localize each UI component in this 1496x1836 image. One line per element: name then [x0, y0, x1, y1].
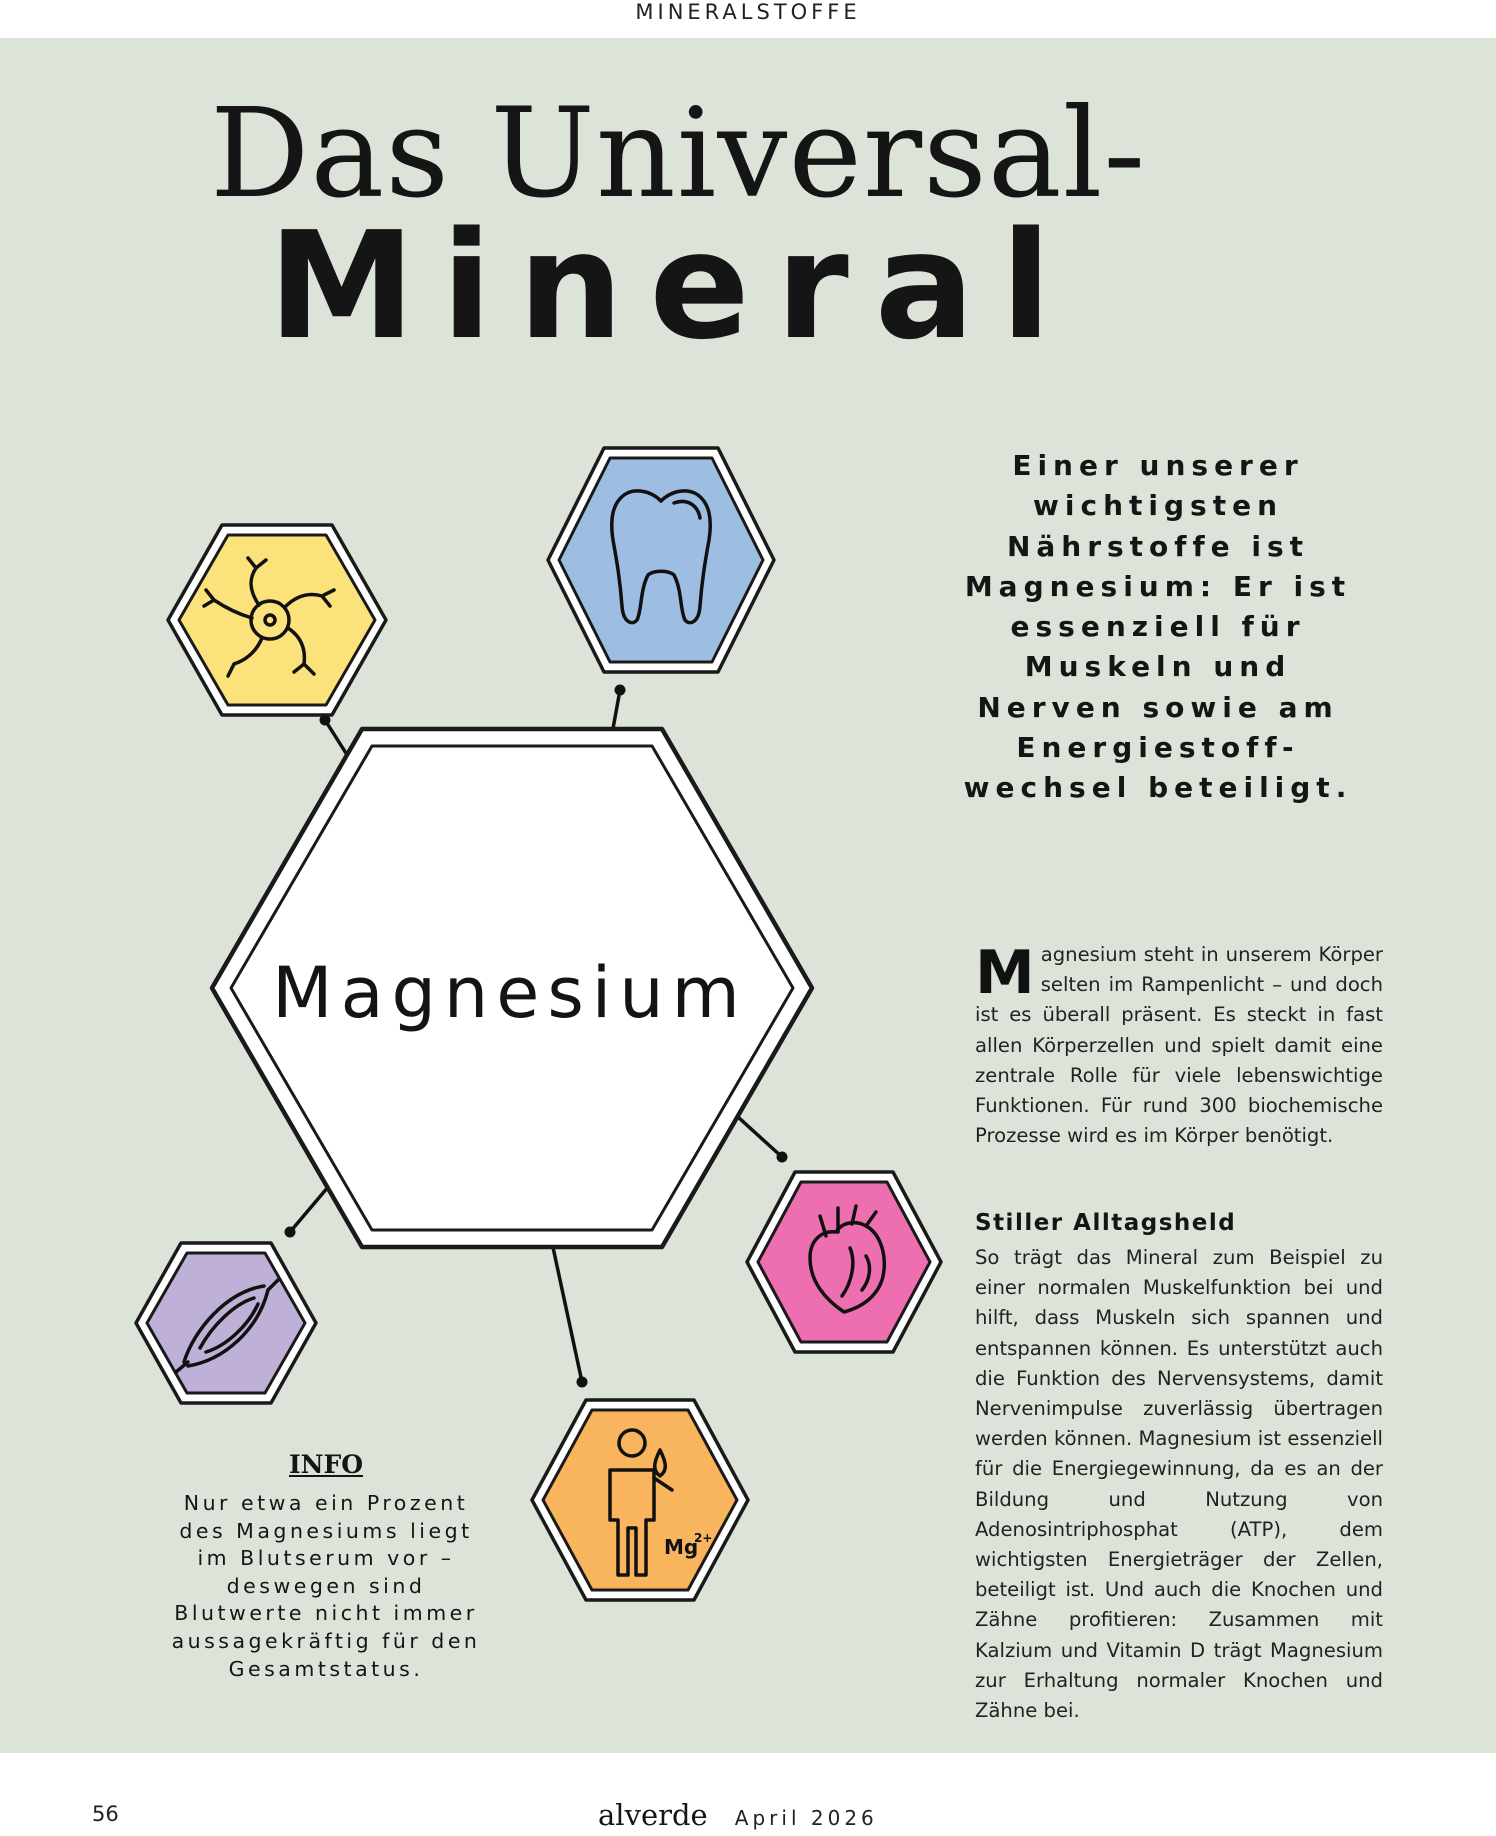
connector-dot	[777, 1152, 788, 1163]
mg-label: Mg	[664, 1535, 699, 1559]
tooth-hexagon	[548, 448, 774, 672]
connector-dot	[285, 1227, 296, 1238]
info-heading: INFO	[288, 1450, 364, 1479]
article-intro	[975, 940, 1383, 1151]
page-title-line-2: Mineral	[268, 200, 1078, 372]
mg-superscript: 2+	[694, 1531, 713, 1545]
magnesium-center-label: Magnesium	[272, 952, 748, 1034]
issue-date: April 2026	[734, 1806, 878, 1830]
lead-paragraph: Einer unserer wichtigsten Nährstoffe ist Magnesium: Er ist essenziell für Muskeln und Nerven sowie am Energiestoff-wechsel beteiligt.	[963, 449, 1353, 805]
footer	[598, 1798, 878, 1832]
page-title-line-1: Das Universal-	[210, 82, 1147, 226]
heart-hexagon	[747, 1172, 941, 1352]
muscle-hexagon	[136, 1243, 316, 1403]
article-paragraph-2: So trägt das Mineral zum Beispiel zu einer normalen Muskelfunktion bei und hilft, dass Muskeln sich spannen und entspannen können. Es unterstützt auch die Funktion des Nervensystems, damit Nervenimpulse zuverlässig übertragen werden können. Magnesium ist essenziell für die Energiegewinnung, da es an der Bildung und Nutzung von Adenosintriphosphat (ATP), dem wichtigsten Energieträger der Zellen, beteiligt ist. Und auch die Knochen und Zähne profitieren: Zusammen mit Kalzium und Vitamin D trägt Magnesium zur Erhaltung normaler Knochen und Zähne bei.	[975, 1246, 1383, 1723]
article-paragraph-1: agnesium steht in unserem Körper selten im Rampenlicht – und doch ist es überall präsent. Es steckt in fast allen Körperzellen und spielt damit eine zentrale Rolle für viele lebenswichtige Funktionen. Für rund 300 biochemische Prozesse wird es im Körper benötigt.	[975, 943, 1383, 1148]
connector-dot	[615, 685, 626, 696]
person-mg-hexagon	[532, 1400, 748, 1600]
nerve-cell-hexagon	[168, 525, 386, 715]
connector-dot	[577, 1377, 588, 1388]
drop-cap: M	[975, 938, 1035, 1008]
brand-logo: alverde	[598, 1798, 708, 1832]
article-subheading: Stiller Alltagsheld	[975, 1210, 1237, 1236]
page-number: 56	[92, 1802, 119, 1826]
info-text: Nur etwa ein Prozent des Magnesiums liegt im Blutserum vor – deswegen sind Blutwerte nicht immer aussagekräftig für den Gesamtstatus.	[171, 1491, 481, 1681]
section-label: MINERALSTOFFE	[635, 0, 861, 24]
